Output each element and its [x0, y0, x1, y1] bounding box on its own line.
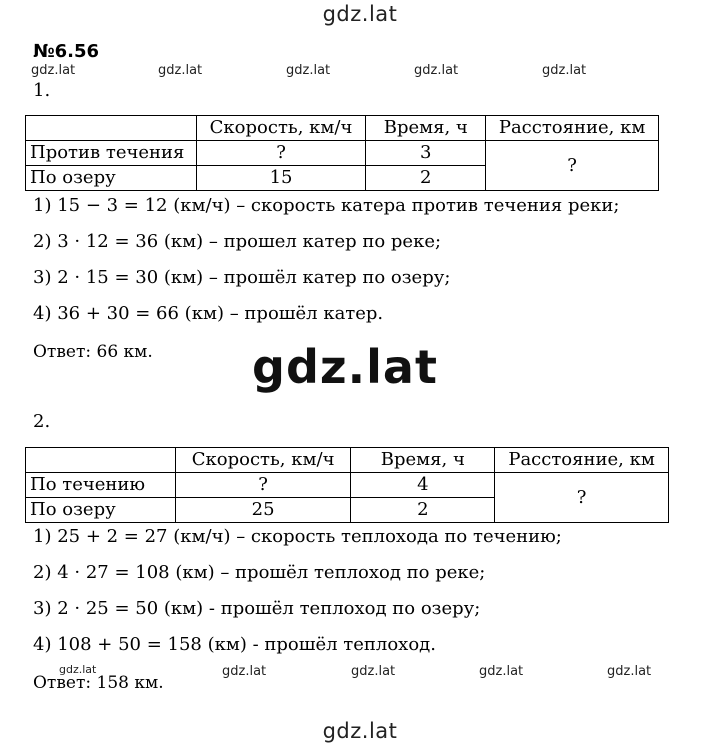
solution-step: 3) 2 · 25 = 50 (км) - прошёл теплоход по озеру; [33, 598, 481, 619]
header-time: Время, ч [366, 116, 486, 141]
watermark-small: gdz.lat [158, 63, 203, 78]
header-speed: Скорость, км/ч [196, 116, 366, 141]
table-row [26, 473, 669, 498]
row-time: 4 [351, 473, 495, 498]
row-speed: 25 [175, 498, 351, 523]
watermark-small: gdz.lat [59, 663, 97, 676]
header-cell [26, 448, 176, 473]
header-speed: Скорость, км/ч [175, 448, 351, 473]
row-speed: ? [196, 141, 366, 166]
row-distance: ? [495, 473, 669, 523]
solution-step: 3) 2 · 15 = 30 (км) – прошёл катер по озеру; [33, 267, 451, 288]
row-name: Против течения [26, 141, 197, 166]
solution-step: 2) 3 · 12 = 36 (км) – прошел катер по реке; [33, 231, 442, 252]
answer: Ответ: 158 км. [33, 673, 164, 693]
table-header-row [26, 448, 669, 473]
watermark-small: gdz.lat [414, 63, 459, 78]
row-name: По течению [26, 473, 176, 498]
watermark-top: gdz.lat [322, 2, 398, 26]
watermark-small: gdz.lat [222, 664, 267, 679]
header-distance: Расстояние, км [495, 448, 669, 473]
table-header-row [26, 116, 659, 141]
watermark-small: gdz.lat [479, 664, 524, 679]
answer: Ответ: 66 км. [33, 342, 153, 362]
row-name: По озеру [26, 498, 176, 523]
solution-step: 2) 4 · 27 = 108 (км) – прошёл теплоход по реке; [33, 562, 486, 583]
watermark-small: gdz.lat [286, 63, 331, 78]
solution-step: 4) 36 + 30 = 66 (км) – прошёл катер. [33, 303, 384, 324]
watermark-small: gdz.lat [607, 664, 652, 679]
table-row [26, 141, 659, 166]
header-time: Время, ч [351, 448, 495, 473]
row-speed: ? [175, 473, 351, 498]
solution-step: 1) 25 + 2 = 27 (км/ч) – скорость теплохода по течению; [33, 526, 562, 547]
watermark-bottom: gdz.lat [322, 719, 398, 743]
row-time: 2 [351, 498, 495, 523]
part2-table [25, 447, 669, 523]
watermark-small: gdz.lat [351, 664, 396, 679]
watermark-small: gdz.lat [31, 63, 76, 78]
part1-table [25, 115, 659, 191]
part1-label: 1. [33, 80, 51, 101]
row-speed: 15 [196, 166, 366, 191]
row-name: По озеру [26, 166, 197, 191]
problem-number: №6.56 [33, 41, 100, 62]
part2-label: 2. [33, 411, 51, 432]
solution-step: 4) 108 + 50 = 158 (км) - прошёл теплоход. [33, 634, 436, 655]
watermark-big: gdz.lat [252, 340, 438, 394]
header-cell [26, 116, 197, 141]
watermark-small: gdz.lat [542, 63, 587, 78]
header-distance: Расстояние, км [486, 116, 659, 141]
row-time: 2 [366, 166, 486, 191]
row-distance: ? [486, 141, 659, 191]
solution-step: 1) 15 − 3 = 12 (км/ч) – скорость катера против течения реки; [33, 195, 620, 216]
row-time: 3 [366, 141, 486, 166]
